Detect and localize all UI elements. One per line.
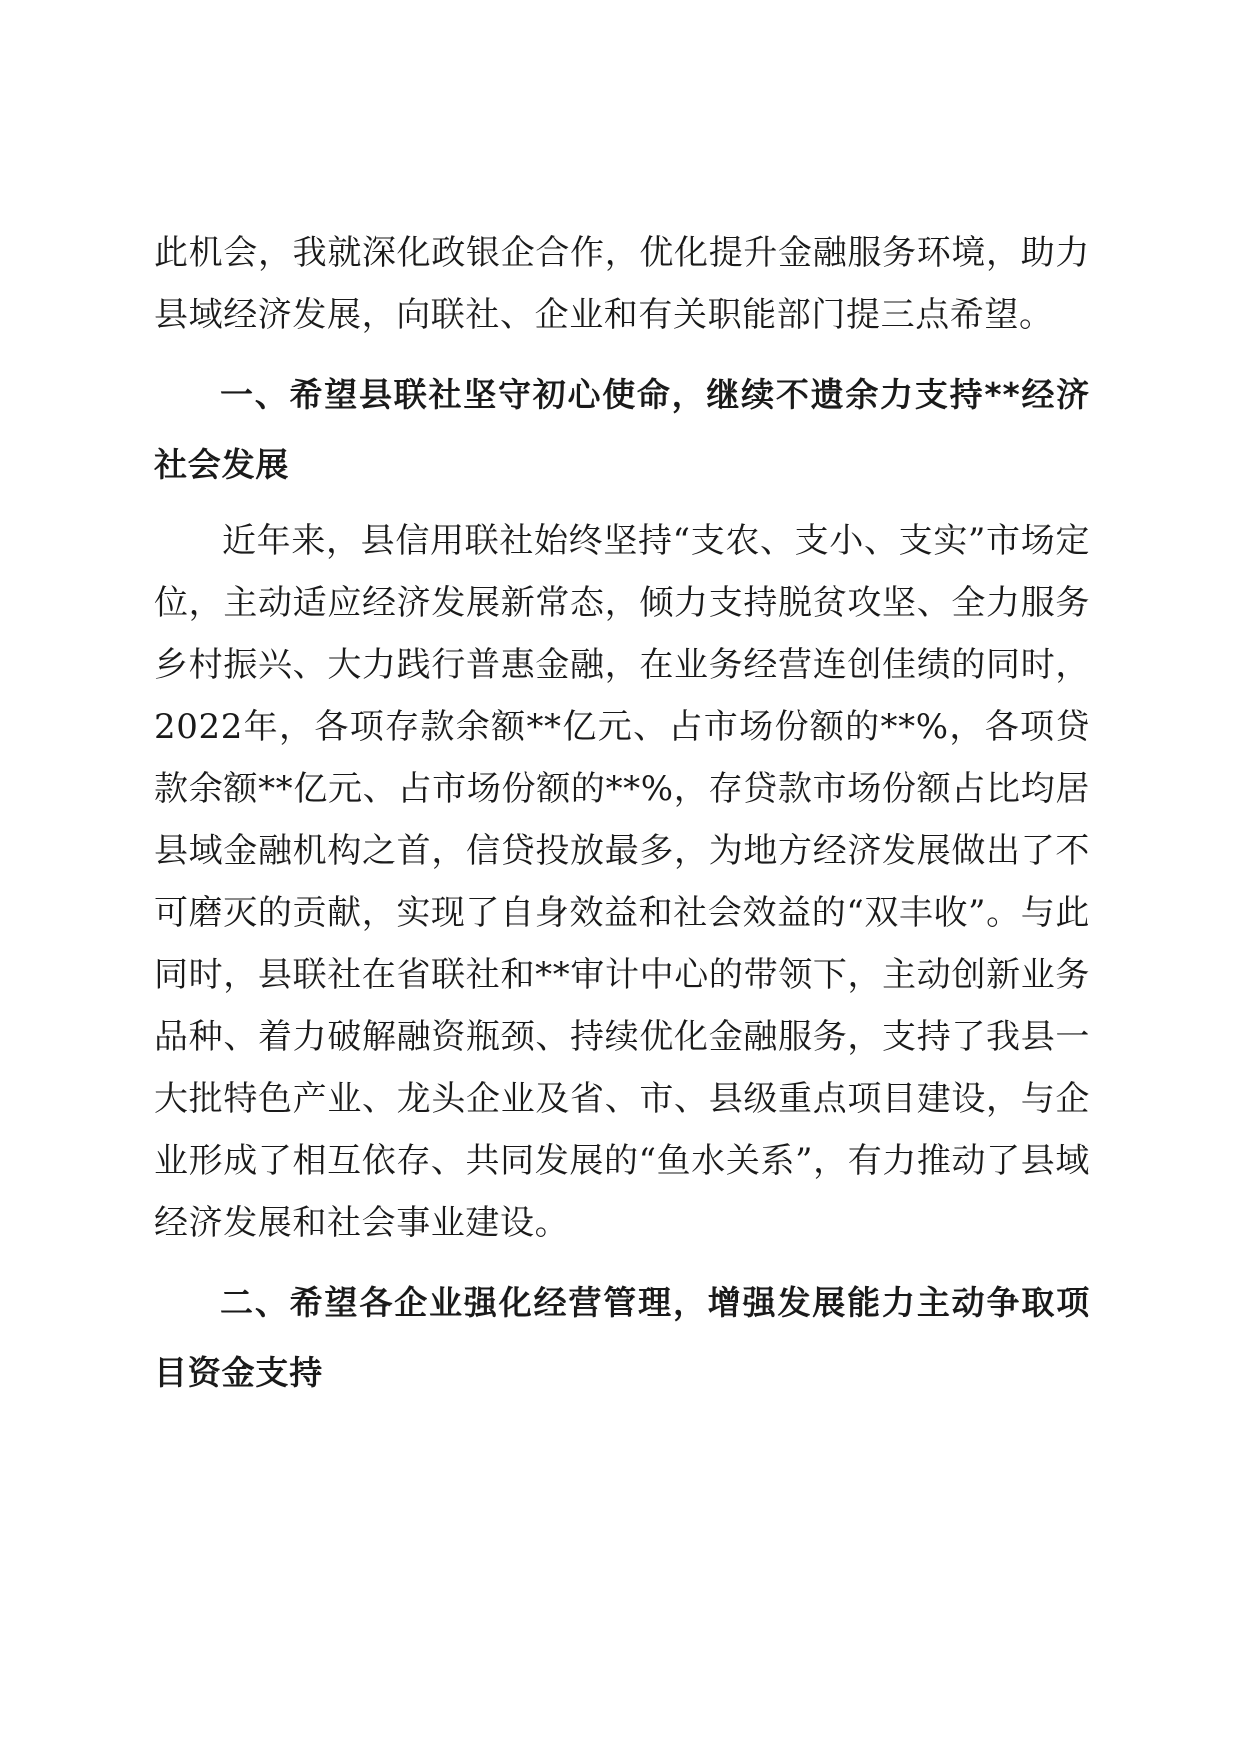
section-heading-1: 一、希望县联社坚守初心使命，继续不遗余力支持**经济社会发展	[154, 375, 1090, 484]
section-heading-2: 二、希望各企业强化经营管理，增强发展能力主动争取项目资金支持	[154, 1283, 1090, 1392]
document-body	[154, 222, 1090, 1418]
intro-paragraph: 此机会，我就深化政银企合作，优化提升金融服务环境，助力县域经济发展，向联社、企业和有关职能部门提三点希望。	[154, 233, 1090, 335]
section-1-paragraph: 近年来，县信用联社始终坚持“支农、支小、支实”市场定位，主动适应经济发展新常态，倾力支持脱贫攻坚、全力服务乡村振兴、大力践行普惠金融，在业务经营连创佳绩的同时，2022年，各项存款余额**亿元、占市场份额的**%，各项贷款余额**亿元、占市场份额的**%，存贷款市场份额占比均居县域金融机构之首，信贷投放最多，为地方经济发展做出了不可磨灭的贡献，实现了自身效益和社会效益的“双丰收”。与此同时，县联社在省联社和**审计中心的带领下，主动创新业务品种、着力破解融资瓶颈、持续优化金融服务，支持了我县一大批特色产业、龙头企业及省、市、县级重点项目建设，与企业形成了相互依存、共同发展的“鱼水关系”，有力推动了县域经济发展和社会事业建设。	[154, 521, 1090, 1243]
